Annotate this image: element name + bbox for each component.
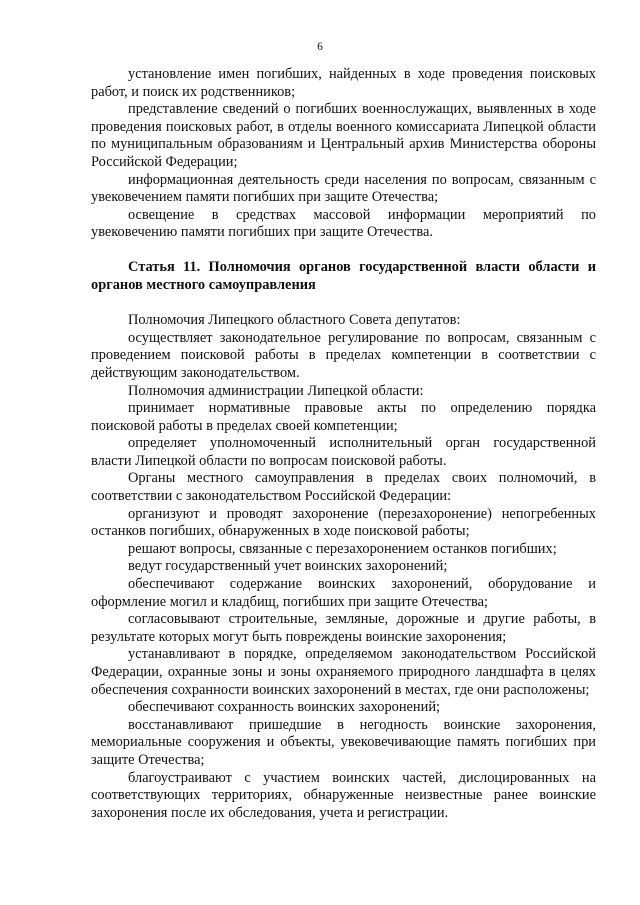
article-heading: Статья 11. Полномочия органов государственной власти области и органов местного самоуправления — [91, 258, 596, 293]
paragraph: представление сведений о погибших военнослужащих, выявленных в ходе проведения поисковых работ, в отделы военного комиссариата Липецкой области по муниципальным образованиям и Центральный архив Министерства обороны Российской Федерации; — [91, 101, 596, 170]
paragraph: освещение в средствах массовой информации мероприятий по увековечению памяти погибших при защите Отечества. — [91, 206, 596, 241]
paragraph: благоустраивают с участием воинских частей, дислоцированных на соответствующих территориях, обнаруженные неизвестные ранее воинские захоронения после их обследования, учета и регистрации. — [91, 769, 596, 821]
paragraph: Органы местного самоуправления в пределах своих полномочий, в соответствии с законодательством Российской Федерации: — [91, 470, 596, 505]
paragraph: обеспечивают сохранность воинских захоронений; — [128, 699, 441, 716]
paragraph: решают вопросы, связанные с перезахоронением останков погибших; — [128, 540, 557, 557]
paragraph: устанавливают в порядке, определяемом законодательством Российской Федерации, охранные зоны и зоны охраняемого природного ландшафта в целях обеспечения сохранности воинских захоронений в местах, где они расположены; — [91, 646, 596, 698]
paragraph: определяет уполномоченный исполнительный орган государственной власти Липецкой области по вопросам поисковой работы. — [91, 435, 596, 469]
paragraph: принимает нормативные правовые акты по определению порядка поисковой работы в пределах своей компетенции; — [91, 400, 596, 434]
paragraph: Полномочия администрации Липецкой области: — [128, 382, 424, 399]
paragraph: обеспечивают содержание воинских захоронений, оборудование и оформление могил и кладбищ, погибших при защите Отечества; — [91, 576, 596, 610]
page-number: 6 — [317, 41, 323, 53]
paragraph: восстанавливают пришедшие в негодность воинские захоронения, мемориальные сооружения и объекты, увековечивающие память погибших при защите Отечества; — [91, 716, 596, 768]
paragraph: ведут государственный учет воинских захоронений; — [128, 558, 448, 575]
paragraph: согласовывают строительные, земляные, дорожные и другие работы, в результате которых могут быть повреждены воинские захоронения; — [91, 611, 596, 645]
document-body — [91, 66, 596, 822]
paragraph: организуют и проводят захоронение (перезахоронение) непогребенных останков погибших, обнаруженных в ходе поисковой работы; — [91, 505, 596, 540]
paragraph: установление имен погибших, найденных в ходе проведения поисковых работ, и поиск их родственников; — [91, 66, 596, 100]
paragraph: Полномочия Липецкого областного Совета депутатов: — [128, 312, 461, 329]
paragraph: осуществляет законодательное регулирование по вопросам, связанным с проведением поисковой работы в пределах компетенции в соответствии с действующим законодательством. — [91, 329, 596, 381]
paragraph: информационная деятельность среди населения по вопросам, связанным с увековечением памяти погибших при защите Отечества; — [91, 171, 596, 206]
